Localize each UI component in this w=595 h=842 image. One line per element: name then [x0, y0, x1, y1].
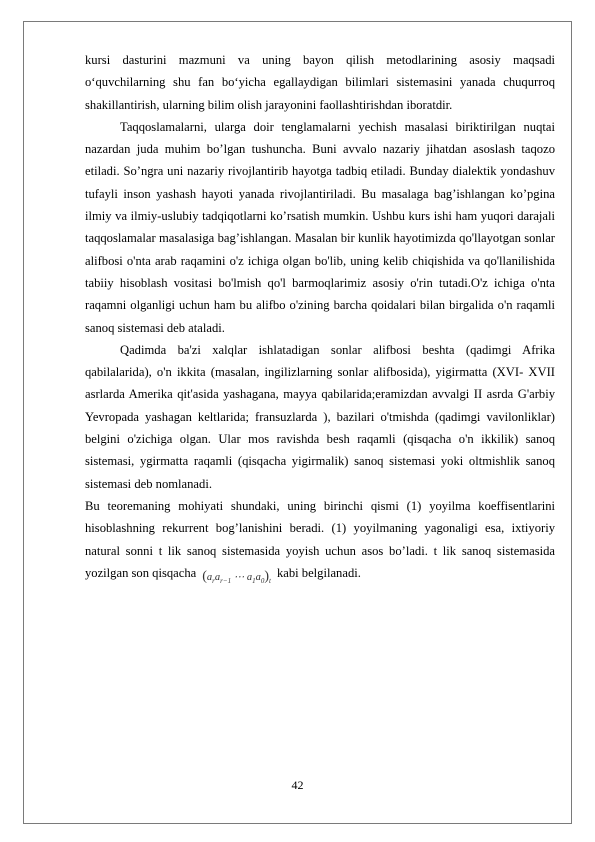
number-notation-formula: ($a_ra_{r-1}$ ⋯ $a_1a_0)_t$ — [202, 568, 271, 585]
paragraph-1: kursi dasturini mazmuni va uning bayon qilish metodlarining asosiy maqsadi o‘quvchilarning shu fan bo‘yicha egallaydigan bilimlari sistemasini yanada chuqurroq shakillantirish, ularning bilim olish jarayonini faollashtirishdan iboratdir. — [85, 53, 555, 112]
page-number: 42 — [291, 778, 304, 792]
paragraph-4-end: kabi belgilanadi. — [276, 565, 361, 580]
paragraph-2: Taqqoslamalarni, ularga doir tenglamalarni yechish masalasi biriktirilgan nuqtai nazardan juda muhim bo’lgan tushuncha. Buni avvalo nazariy jihatdan asoslash taqozo etiladi. So’ngra uni nazariy rivojlantirib hayotga tadbiq etiladi. Bunday dialektik yondashuv tufayli inson yashash hayoti yanada rivojlantiriladi. Bu masalaga bag’ishlangan ko’pgina ilmiy va ilmiy-uslubiy tadqiqotlarni ko’rsatish mumkin. Ushbu kurs ishi ham yuqori darajali taqqoslamalar masalasiga bag’ishlangan. Masalan bir kunlik hayotimizda qo'llayotgan sonlar alifbosi o'nta arab raqamini o'z ichiga olgan bo'lib, uning kelib chiqishida va qo'llanilishida tabiiy hisoblash vositasi bo'lmish qo'l barmoqlarimiz asosiy o'rin tutadi.O'z ichiga o'nta raqamni olganligi uchun ham bu alifbo o'zining barcha qoidalari bilan birgalida o'n raqamli sanoq sistemasi deb ataladi. — [85, 119, 555, 335]
paragraph-4 — [85, 495, 555, 592]
paragraph-4-text: Bu teoremaning mohiyati shundaki, uning birinchi qismi (1) yoyilma koeffisentlarini hisoblashning rekurrent bog’lanishini beradi. (1) yoyilmaning yagonaligi esa, ixtiyoriy natural sonni t lik sanoq sistemasida yoyish uchun asos bo’ladi. t lik sanoq sistemasida yozilgan son qisqacha — [85, 498, 555, 580]
document-body — [85, 49, 555, 592]
paragraph-3: Qadimda ba'zi xalqlar ishlatadigan sonlar alifbosi beshta (qadimgi Afrika qabilalarida), o'n ikkita (masalan, ingilizlarning sonlar alifbosida), yigirmatta (XVI- XVII asrlarda Amerika qit'asida yashagana, mayya qabilarida;eramizdan avvalgi II asrda G'arbiy Yevropada yashagan keltlarida; fransuzlarda ), bazilari o'tmishda (qadimgi vavilonliklar) belgini o'zichiga olgan. Ular mos ravishda besh raqamli (qisqacha o'n ikkilik) sanoq sistemasi, ygirmatta raqamli (qisqacha yigirmalik) sanoq sistemasi yoki oltmishlik sanoq sistemasi deb nomlanadi. — [85, 342, 555, 491]
